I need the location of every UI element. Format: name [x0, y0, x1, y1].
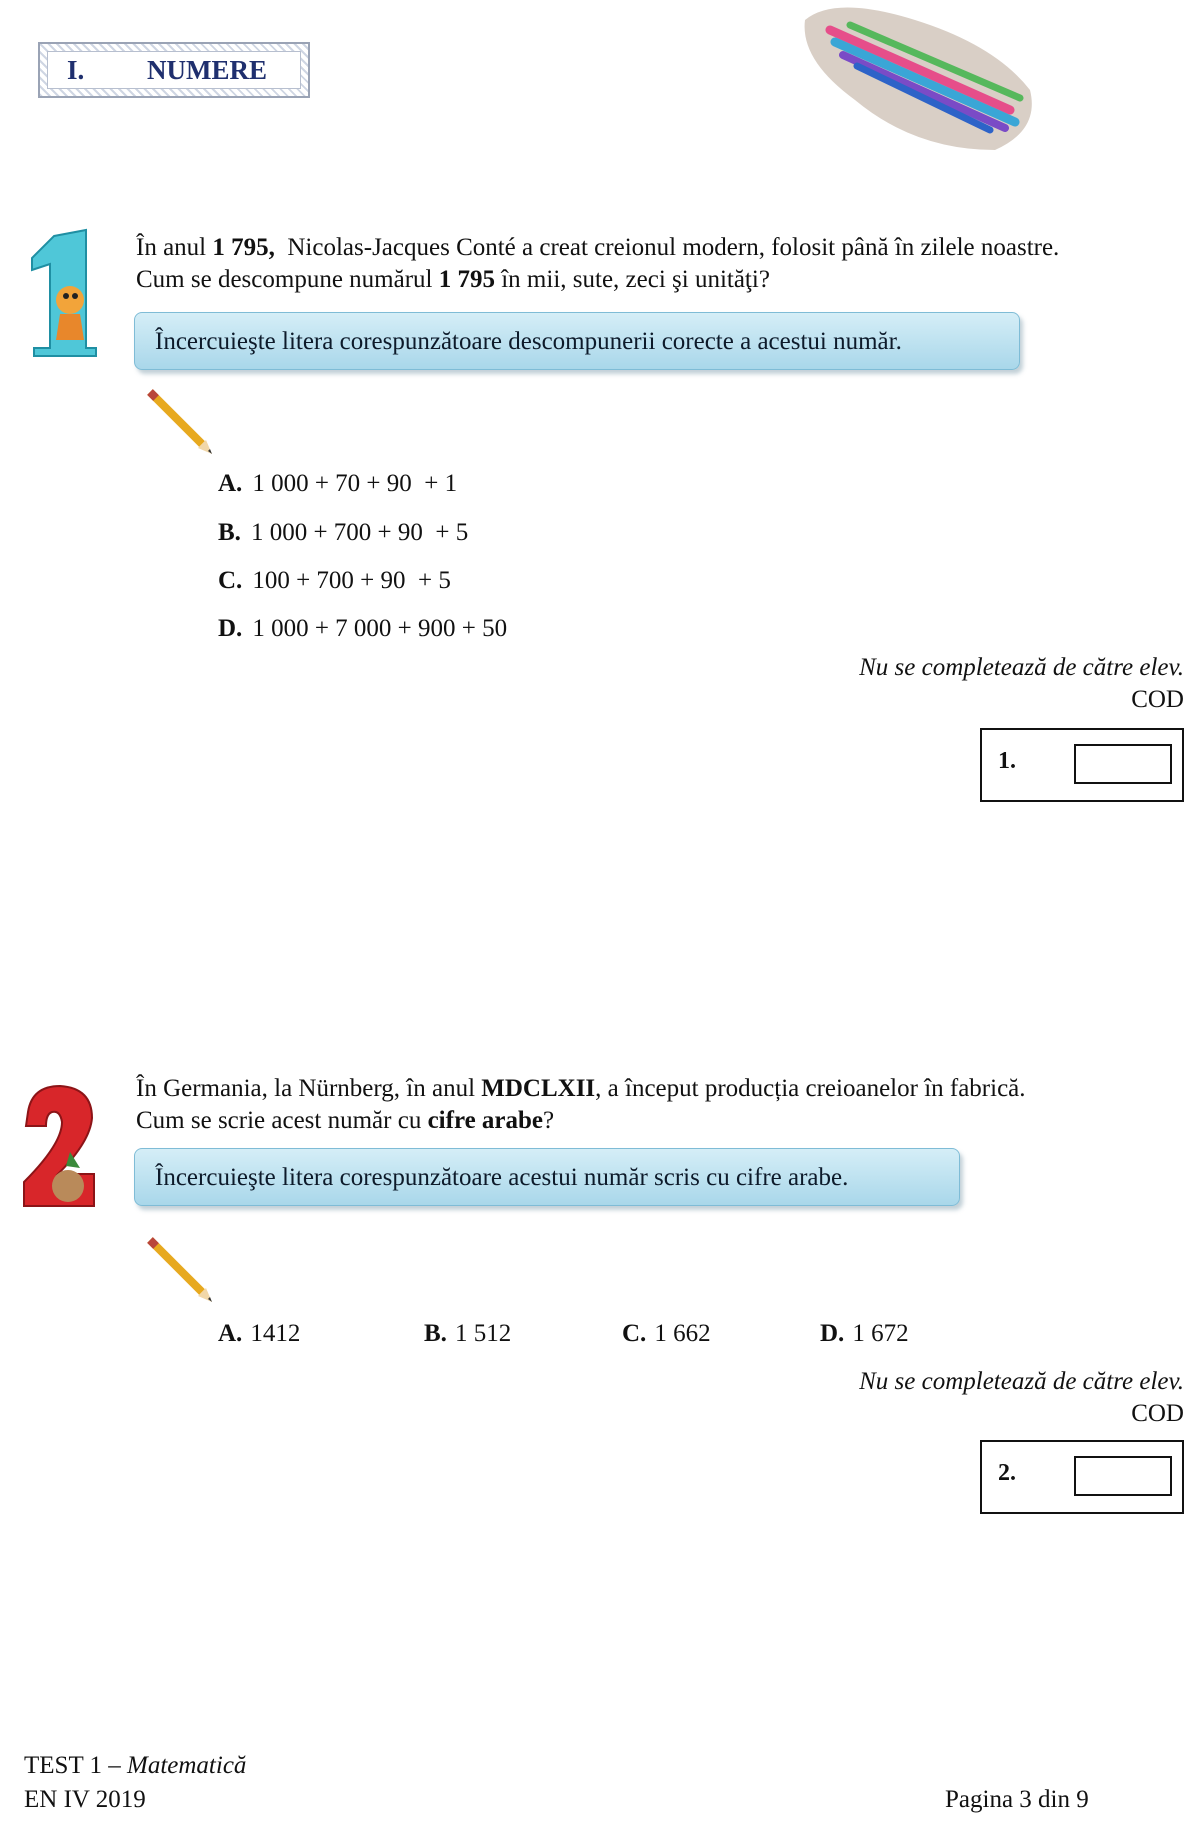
question-2-box-label: 2.	[998, 1460, 1016, 1486]
question-1-text	[136, 232, 1059, 296]
question-2-option-a[interactable]: A. 1412	[218, 1320, 301, 1347]
section-number: I.	[67, 54, 85, 85]
question-2-text	[136, 1073, 1026, 1137]
question-1-option-d[interactable]: D. 1 000 + 7 000 + 900 + 50	[218, 615, 508, 642]
question-1-box-label: 1.	[998, 748, 1016, 774]
footer-exam: EN IV 2019	[24, 1786, 146, 1813]
pencil-icon	[146, 388, 216, 458]
question-2-instruction: Încercuieşte litera corespunzătoare acestui număr scris cu cifre arabe.	[134, 1148, 960, 1206]
question-1-line-1: În anul 1 795, Nicolas-Jacques Conté a creat creionul modern, folosit până în zilele noastre.	[136, 234, 1060, 261]
question-1-cod-label: COD	[1131, 686, 1184, 713]
question-1-line-2: Cum se descompune numărul 1 795 în mii, sute, zeci şi unităţi?	[136, 266, 770, 293]
question-1-instruction: Încercuieşte litera corespunzătoare descompunerii corecte a acestui număr.	[134, 312, 1020, 370]
question-1-option-b[interactable]: B. 1 000 + 700 + 90 + 5	[218, 519, 469, 546]
question-2-code-box	[980, 1440, 1184, 1514]
question-1-code-box	[980, 728, 1184, 802]
number-two-badge-icon	[18, 1082, 100, 1212]
question-2-option-d[interactable]: D. 1 672	[820, 1320, 909, 1347]
question-1-option-a[interactable]: A. 1 000 + 70 + 90 + 1	[218, 470, 458, 497]
question-2-code-field	[1074, 1456, 1172, 1496]
question-2-cod-label: COD	[1131, 1400, 1184, 1427]
footer-test-title: TEST 1 – Matematică	[24, 1752, 247, 1779]
pencils-image	[795, 0, 1040, 160]
question-1-grader-note: Nu se completează de către elev.	[859, 654, 1184, 681]
question-2-grader-note: Nu se completează de către elev.	[859, 1368, 1184, 1395]
question-1-code-field	[1074, 744, 1172, 784]
footer-page-number: Pagina 3 din 9	[945, 1786, 1089, 1813]
question-2-line-1: În Germania, la Nürnberg, în anul MDCLXII, a început producția creioanelor în fabrică.	[136, 1075, 1026, 1102]
question-2-line-2: Cum se scrie acest număr cu cifre arabe?	[136, 1107, 555, 1134]
question-2-option-c[interactable]: C. 1 662	[622, 1320, 711, 1347]
question-2-option-b[interactable]: B. 1 512	[424, 1320, 512, 1347]
number-one-badge-icon	[24, 228, 106, 358]
question-1-option-c[interactable]: C. 100 + 700 + 90 + 5	[218, 567, 451, 594]
section-title: NUMERE	[147, 54, 267, 85]
section-header	[38, 42, 310, 98]
pencil-icon	[146, 1236, 216, 1306]
